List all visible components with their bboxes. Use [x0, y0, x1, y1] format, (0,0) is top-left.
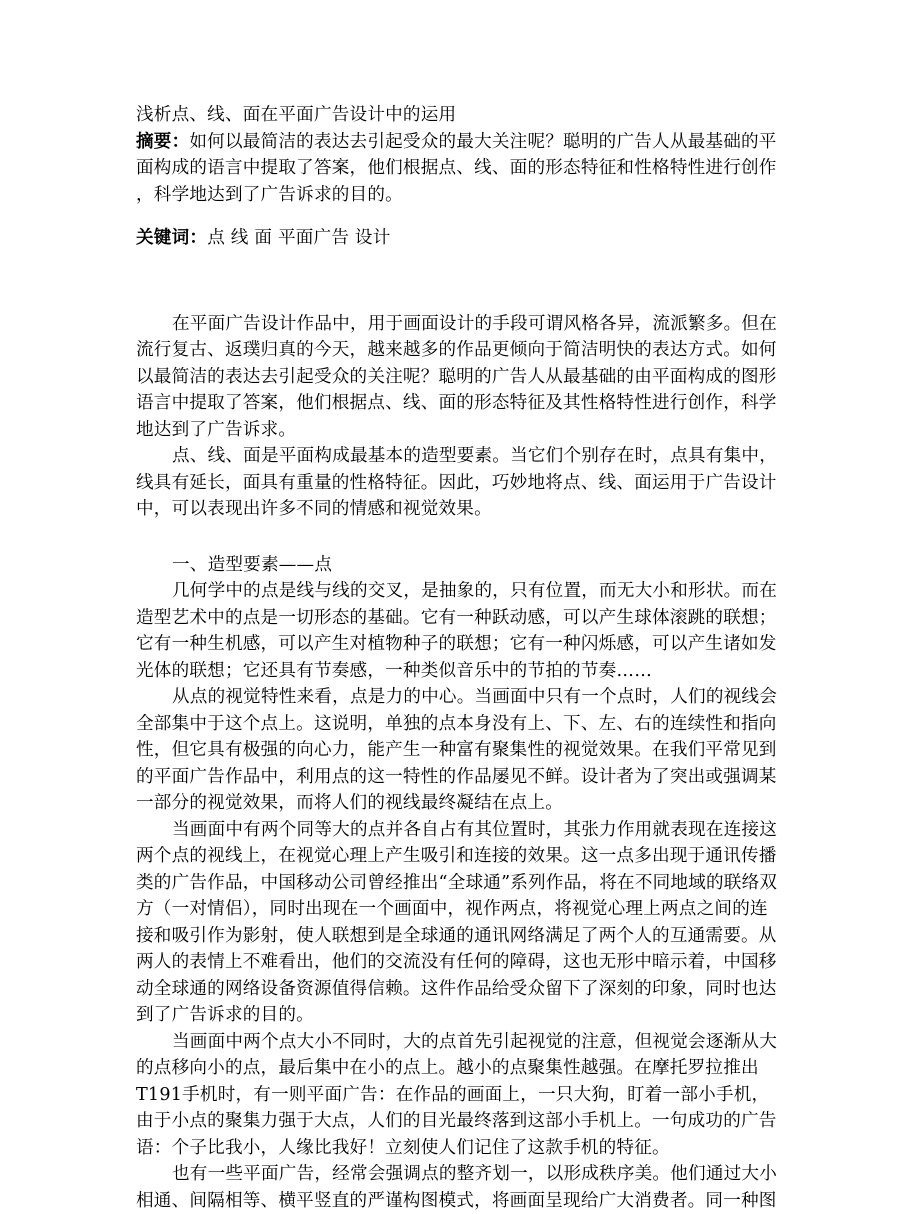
abstract-label: 摘要： — [136, 131, 189, 152]
section-paragraph — [136, 817, 786, 1029]
paragraph-line: 也有一些平面广告，经常会强调点的整齐划一，以形成秩序美。他们通过大小 — [136, 1161, 786, 1188]
paragraph-line: 语：个子比我小，人缘比我好！立刻使人们记住了这款手机的特征。 — [136, 1135, 786, 1162]
intro-paragraph — [136, 311, 786, 444]
paragraph-line: 当画面中两个点大小不同时，大的点首先引起视觉的注意，但视觉会逐渐从大 — [136, 1029, 786, 1056]
paragraph-line: 它有一种生机感，可以产生对植物种子的联想；它有一种闪烁感，可以产生诸如发 — [136, 631, 786, 658]
paragraph-line: 方（一对情侣），同时出现在一个画面中，视作两点，将视觉心理上两点之间的连 — [136, 896, 786, 923]
paragraph-line: 相通、间隔相等、横平竖直的严谨构图模式，将画面呈现给广大消费者。同一种图 — [136, 1188, 786, 1214]
paragraph-line: 中，可以表现出许多不同的情感和视觉效果。 — [136, 496, 786, 523]
paragraph-line: 语言中提取了答案，他们根据点、线、面的形态特征及其性格特性进行创作，科学 — [136, 390, 786, 417]
intro-paragraph — [136, 443, 786, 523]
abstract-line: 如何以最简洁的表达去引起受众的最大关注呢？聪明的广告人从最基础的平 — [189, 132, 776, 152]
paragraph-line: 从点的视觉特性来看，点是力的中心。当画面中只有一个点时，人们的视线会 — [136, 684, 786, 711]
paragraph-line: 两人的表情上不难看出，他们的交流没有任何的障碍，这也无形中暗示着，中国移 — [136, 949, 786, 976]
section-paragraph — [136, 578, 786, 684]
paragraph-line: 流行复古、返璞归真的今天，越来越多的作品更倾向于简洁明快的表达方式。如何 — [136, 337, 786, 364]
paragraph-line: 全部集中于这个点上。这说明，单独的点本身没有上、下、左、右的连续性和指向 — [136, 711, 786, 738]
paragraph-line: 接和吸引作为影射，使人联想到是全球通的通讯网络满足了两个人的互通需要。从 — [136, 923, 786, 950]
section-heading: 一、造型要素——点 — [136, 552, 786, 579]
document-title: 浅析点、线、面在平面广告设计中的运用 — [136, 102, 786, 129]
paragraph-line: 在平面广告设计作品中，用于画面设计的手段可谓风格各异，流派繁多。但在 — [136, 311, 786, 338]
paragraph-line: 一部分的视觉效果，而将人们的视线最终凝结在点上。 — [136, 790, 786, 817]
paragraph-line: 动全球通的网络设备资源值得信赖。这件作品给受众留下了深刻的印象，同时也达 — [136, 976, 786, 1003]
paragraph-line: 的点移向小的点，最后集中在小的点上。越小的点聚集性越强。在摩托罗拉推出 — [136, 1055, 786, 1082]
paragraph-line: 以最简洁的表达去引起受众的关注呢？聪明的广告人从最基础的由平面构成的图形 — [136, 364, 786, 391]
document-page — [136, 102, 786, 1214]
keywords-block — [136, 225, 786, 252]
abstract-line: ，科学地达到了广告诉求的目的。 — [136, 182, 786, 209]
keywords-text: 点 线 面 平面广告 设计 — [207, 228, 390, 248]
paragraph-line: 性，但它具有极强的向心力，能产生一种富有聚集性的视觉效果。在我们平常见到 — [136, 737, 786, 764]
paragraph-line: 的平面广告作品中，利用点的这一特性的作品屡见不鲜。设计者为了突出或强调某 — [136, 764, 786, 791]
paragraph-line: 类的广告作品，中国移动公司曾经推出“全球通”系列作品，将在不同地域的联络双 — [136, 870, 786, 897]
paragraph-line: 由于小点的聚集力强于大点，人们的目光最终落到这部小手机上。一句成功的广告 — [136, 1108, 786, 1135]
paragraph-line: 光体的联想；它还具有节奏感，一种类似音乐中的节拍的节奏…… — [136, 658, 786, 685]
paragraph-line: 造型艺术中的点是一切形态的基础。它有一种跃动感，可以产生球体滚跳的联想； — [136, 605, 786, 632]
paragraph-line: 到了广告诉求的目的。 — [136, 1002, 786, 1029]
section-paragraph — [136, 1029, 786, 1162]
paragraph-line: 当画面中有两个同等大的点并各自占有其位置时，其张力作用就表现在连接这 — [136, 817, 786, 844]
paragraph-line: 点、线、面是平面构成最基本的造型要素。当它们个别存在时，点具有集中， — [136, 443, 786, 470]
paragraph-line: T191手机时，有一则平面广告：在作品的画面上，一只大狗，盯着一部小手机， — [136, 1082, 786, 1109]
abstract-line: 面构成的语言中提取了答案，他们根据点、线、面的形态特征和性格特性进行创作 — [136, 155, 786, 182]
section-paragraph — [136, 684, 786, 817]
paragraph-line: 线具有延长，面具有重量的性格特征。因此，巧妙地将点、线、面运用于广告设计 — [136, 470, 786, 497]
keywords-label: 关键词： — [136, 227, 207, 248]
paragraph-line: 几何学中的点是线与线的交叉，是抽象的，只有位置，而无大小和形状。而在 — [136, 578, 786, 605]
paragraph-line: 两个点的视线上，在视觉心理上产生吸引和连接的效果。这一点多出现于通讯传播 — [136, 843, 786, 870]
abstract-block — [136, 129, 786, 209]
section-paragraph — [136, 1161, 786, 1214]
paragraph-line: 地达到了广告诉求。 — [136, 417, 786, 444]
